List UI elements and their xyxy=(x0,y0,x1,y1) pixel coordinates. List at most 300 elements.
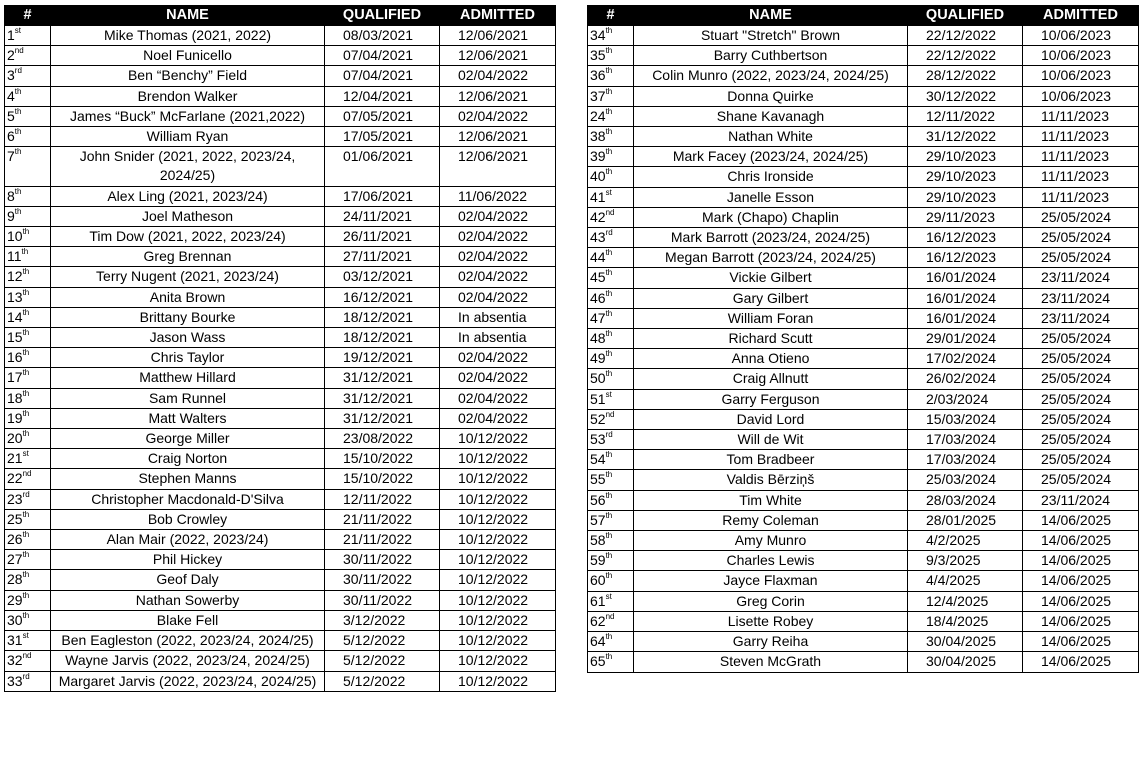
cell-admitted: 10/12/2022 xyxy=(440,570,556,590)
cell-qualified: 17/05/2021 xyxy=(325,127,440,147)
rank-suffix: th xyxy=(605,490,613,500)
cell-qualified: 03/12/2021 xyxy=(325,267,440,287)
table-row xyxy=(588,86,1139,106)
rank-suffix: th xyxy=(605,531,613,541)
cell-admitted: 25/05/2024 xyxy=(1023,470,1139,490)
cell-qualified: 4/2/2025 xyxy=(908,531,1023,551)
cell-admitted: 02/04/2022 xyxy=(440,106,556,126)
table-row xyxy=(5,307,556,327)
table-row xyxy=(588,187,1139,207)
cell-admitted: 14/06/2025 xyxy=(1023,551,1139,571)
table-row xyxy=(5,267,556,287)
cell-name: Terry Nugent (2021, 2023/24) xyxy=(51,267,325,287)
cell-admitted: 11/11/2023 xyxy=(1023,187,1139,207)
table-row xyxy=(588,510,1139,530)
cell-name: Megan Barrott (2023/24, 2024/25) xyxy=(634,248,908,268)
cell-number xyxy=(588,26,634,46)
cell-admitted: 02/04/2022 xyxy=(440,287,556,307)
cell-qualified: 28/01/2025 xyxy=(908,510,1023,530)
cell-name: Greg Brennan xyxy=(51,247,325,267)
cell-qualified: 31/12/2021 xyxy=(325,368,440,388)
cell-name: Chris Ironside xyxy=(634,167,908,187)
cell-admitted: 10/12/2022 xyxy=(440,550,556,570)
cell-name: Valdis Bērziņš xyxy=(634,470,908,490)
rank-number: 61 xyxy=(590,592,606,609)
cell-number xyxy=(5,267,51,287)
cell-admitted: 25/05/2024 xyxy=(1023,450,1139,470)
cell-admitted: 25/05/2024 xyxy=(1023,248,1139,268)
rank-number: 9 xyxy=(7,207,15,224)
table-row xyxy=(5,570,556,590)
cell-qualified: 16/01/2024 xyxy=(908,288,1023,308)
cell-name: Barry Cuthbertson xyxy=(634,46,908,66)
cell-number xyxy=(588,106,634,126)
header-admitted: ADMITTED xyxy=(440,6,556,26)
cell-qualified: 07/04/2021 xyxy=(325,66,440,86)
rank-number: 36 xyxy=(590,67,606,84)
cell-admitted: 12/06/2021 xyxy=(440,147,556,186)
table-row xyxy=(5,610,556,630)
cell-admitted: 10/12/2022 xyxy=(440,509,556,529)
cell-number xyxy=(5,550,51,570)
cell-number xyxy=(588,228,634,248)
rank-number: 60 xyxy=(590,572,606,589)
rank-suffix: rd xyxy=(22,671,30,681)
cell-number xyxy=(5,46,51,66)
cell-admitted: 10/06/2023 xyxy=(1023,26,1139,46)
rank-suffix: th xyxy=(14,86,22,96)
cell-qualified: 4/4/2025 xyxy=(908,571,1023,591)
rank-suffix: nd xyxy=(605,207,615,217)
cell-number xyxy=(588,349,634,369)
cell-number xyxy=(5,590,51,610)
table-row xyxy=(5,449,556,469)
cell-qualified: 17/02/2024 xyxy=(908,349,1023,369)
cell-number xyxy=(588,308,634,328)
cell-name: Lisette Robey xyxy=(634,611,908,631)
cell-number xyxy=(5,26,51,46)
table-row xyxy=(588,167,1139,187)
cell-name: Gary Gilbert xyxy=(634,288,908,308)
cell-qualified: 25/03/2024 xyxy=(908,470,1023,490)
cell-name: James “Buck” McFarlane (2021,2022) xyxy=(51,106,325,126)
table-row xyxy=(588,652,1139,672)
rank-number: 55 xyxy=(590,471,606,488)
table-row xyxy=(588,26,1139,46)
rank-suffix: th xyxy=(605,470,613,480)
cell-qualified: 30/12/2022 xyxy=(908,86,1023,106)
cell-number xyxy=(588,187,634,207)
cell-admitted: 10/12/2022 xyxy=(440,671,556,691)
rank-number: 24 xyxy=(590,107,606,124)
cell-name: Anita Brown xyxy=(51,287,325,307)
cell-qualified: 29/10/2023 xyxy=(908,147,1023,167)
cell-admitted: 11/11/2023 xyxy=(1023,167,1139,187)
cell-name: Garry Reiha xyxy=(634,632,908,652)
rank-suffix: nd xyxy=(22,469,32,479)
table-header-row xyxy=(5,6,556,26)
cell-number xyxy=(588,531,634,551)
cell-number xyxy=(588,571,634,591)
rank-number: 10 xyxy=(7,228,23,245)
rank-number: 32 xyxy=(7,652,23,669)
cell-admitted: 10/12/2022 xyxy=(440,469,556,489)
rank-number: 2 xyxy=(7,47,15,64)
rank-number: 34 xyxy=(590,27,606,43)
cell-name: Geof Daly xyxy=(51,570,325,590)
rank-number: 5 xyxy=(7,107,15,124)
rank-suffix: th xyxy=(14,106,22,116)
table-row xyxy=(5,509,556,529)
cell-name: Amy Munro xyxy=(634,531,908,551)
cell-qualified: 9/3/2025 xyxy=(908,551,1023,571)
cell-number xyxy=(5,127,51,147)
cell-name: William Ryan xyxy=(51,127,325,147)
cell-qualified: 27/11/2021 xyxy=(325,247,440,267)
cell-number xyxy=(5,651,51,671)
cell-qualified: 30/11/2022 xyxy=(325,550,440,570)
cell-name: Phil Hickey xyxy=(51,550,325,570)
cell-admitted: 14/06/2025 xyxy=(1023,571,1139,591)
rank-suffix: th xyxy=(605,329,613,339)
rank-suffix: nd xyxy=(605,409,615,419)
table-row xyxy=(588,409,1139,429)
table-row xyxy=(5,147,556,186)
cell-name: Anna Otieno xyxy=(634,349,908,369)
cell-admitted: 23/11/2024 xyxy=(1023,490,1139,510)
header-number: # xyxy=(588,6,634,26)
rank-number: 37 xyxy=(590,87,606,104)
rank-suffix: th xyxy=(605,349,613,359)
table-row xyxy=(5,106,556,126)
rank-suffix: th xyxy=(605,147,613,157)
cell-number xyxy=(588,551,634,571)
cell-qualified: 17/03/2024 xyxy=(908,450,1023,470)
rank-suffix: th xyxy=(605,369,613,379)
rank-number: 31 xyxy=(7,632,23,649)
cell-qualified: 18/12/2021 xyxy=(325,307,440,327)
roster-body-left xyxy=(5,26,556,692)
header-qualified: QUALIFIED xyxy=(325,6,440,26)
cell-number xyxy=(5,66,51,86)
rank-number: 54 xyxy=(590,451,606,468)
table-row xyxy=(5,671,556,691)
table-header-row xyxy=(588,6,1139,26)
table-row xyxy=(588,531,1139,551)
cell-admitted: 14/06/2025 xyxy=(1023,591,1139,611)
cell-number xyxy=(5,610,51,630)
table-row xyxy=(588,611,1139,631)
rank-number: 21 xyxy=(7,450,23,467)
rank-number: 15 xyxy=(7,329,23,346)
cell-number xyxy=(588,248,634,268)
cell-admitted: 23/11/2024 xyxy=(1023,268,1139,288)
rank-suffix: th xyxy=(22,388,30,398)
cell-admitted: 25/05/2024 xyxy=(1023,329,1139,349)
rank-number: 46 xyxy=(590,289,606,306)
cell-name: John Snider (2021, 2022, 2023/24, 2024/25) xyxy=(51,147,325,186)
cell-admitted: 12/06/2021 xyxy=(440,46,556,66)
cell-admitted: 12/06/2021 xyxy=(440,127,556,147)
rank-suffix: th xyxy=(22,530,30,540)
cell-admitted: 02/04/2022 xyxy=(440,206,556,226)
cell-number xyxy=(588,66,634,86)
rank-number: 22 xyxy=(7,470,23,487)
cell-name: Mark Barrott (2023/24, 2024/25) xyxy=(634,228,908,248)
cell-name: Ben Eagleston (2022, 2023/24, 2024/25) xyxy=(51,631,325,651)
rank-number: 64 xyxy=(590,633,606,650)
header-name: NAME xyxy=(634,6,908,26)
cell-name: Brendon Walker xyxy=(51,86,325,106)
cell-number xyxy=(588,611,634,631)
rank-suffix: th xyxy=(605,106,613,116)
rank-suffix: nd xyxy=(22,651,32,661)
rank-number: 47 xyxy=(590,309,606,326)
cell-number xyxy=(588,389,634,409)
rank-number: 45 xyxy=(590,269,606,286)
rank-suffix: th xyxy=(605,632,613,642)
rank-suffix: th xyxy=(22,227,30,237)
roster-body-right xyxy=(588,26,1139,673)
rank-number: 12 xyxy=(7,268,23,285)
cell-number xyxy=(588,450,634,470)
rank-suffix: th xyxy=(605,308,613,318)
cell-name: Nathan Sowerby xyxy=(51,590,325,610)
cell-qualified: 26/11/2021 xyxy=(325,227,440,247)
cell-number xyxy=(5,287,51,307)
cell-admitted: 02/04/2022 xyxy=(440,227,556,247)
cell-number xyxy=(588,430,634,450)
cell-admitted: 25/05/2024 xyxy=(1023,207,1139,227)
cell-admitted: 02/04/2022 xyxy=(440,267,556,287)
cell-number xyxy=(5,530,51,550)
cell-admitted: 14/06/2025 xyxy=(1023,652,1139,672)
cell-qualified: 18/12/2021 xyxy=(325,328,440,348)
cell-admitted: In absentia xyxy=(440,307,556,327)
cell-qualified: 30/11/2022 xyxy=(325,590,440,610)
cell-admitted: 11/11/2023 xyxy=(1023,147,1139,167)
cell-name: Remy Coleman xyxy=(634,510,908,530)
rank-suffix: st xyxy=(22,631,29,641)
cell-admitted: 25/05/2024 xyxy=(1023,389,1139,409)
rank-suffix: th xyxy=(605,46,613,56)
cell-number xyxy=(5,509,51,529)
cell-name: Blake Fell xyxy=(51,610,325,630)
cell-number xyxy=(588,470,634,490)
cell-admitted: 10/06/2023 xyxy=(1023,86,1139,106)
rank-number: 35 xyxy=(590,47,606,64)
rank-suffix: th xyxy=(605,551,613,561)
cell-number xyxy=(5,307,51,327)
cell-qualified: 28/12/2022 xyxy=(908,66,1023,86)
cell-number xyxy=(5,227,51,247)
table-row xyxy=(5,287,556,307)
table-row xyxy=(5,550,556,570)
cell-number xyxy=(588,510,634,530)
cell-qualified: 30/04/2025 xyxy=(908,652,1023,672)
cell-admitted: 14/06/2025 xyxy=(1023,510,1139,530)
cell-admitted: 23/11/2024 xyxy=(1023,288,1139,308)
table-row xyxy=(588,591,1139,611)
cell-number xyxy=(5,388,51,408)
table-row xyxy=(5,127,556,147)
cell-name: Janelle Esson xyxy=(634,187,908,207)
cell-name: Craig Norton xyxy=(51,449,325,469)
cell-name: Christopher Macdonald-D'Silva xyxy=(51,489,325,509)
cell-qualified: 12/4/2025 xyxy=(908,591,1023,611)
cell-name: Bob Crowley xyxy=(51,509,325,529)
rank-number: 13 xyxy=(7,288,23,305)
rank-number: 57 xyxy=(590,511,606,528)
cell-qualified: 5/12/2022 xyxy=(325,671,440,691)
cell-number xyxy=(588,329,634,349)
cell-admitted: 10/06/2023 xyxy=(1023,66,1139,86)
table-row xyxy=(5,46,556,66)
cell-number xyxy=(5,86,51,106)
rank-suffix: th xyxy=(605,288,613,298)
rank-suffix: rd xyxy=(605,430,613,440)
rank-number: 4 xyxy=(7,87,15,104)
cell-qualified: 08/03/2021 xyxy=(325,26,440,46)
cell-name: Nathan White xyxy=(634,127,908,147)
rank-suffix: th xyxy=(605,571,613,581)
cell-name: Greg Corin xyxy=(634,591,908,611)
cell-number xyxy=(588,409,634,429)
rank-number: 6 xyxy=(7,128,15,145)
table-row xyxy=(5,206,556,226)
cell-admitted: 10/12/2022 xyxy=(440,651,556,671)
table-row xyxy=(5,66,556,86)
cell-number xyxy=(588,591,634,611)
cell-number xyxy=(5,147,51,186)
cell-qualified: 01/06/2021 xyxy=(325,147,440,186)
table-row xyxy=(5,368,556,388)
rank-suffix: th xyxy=(605,127,613,137)
cell-name: Vickie Gilbert xyxy=(634,268,908,288)
cell-number xyxy=(5,348,51,368)
cell-name: Richard Scutt xyxy=(634,329,908,349)
rank-suffix: th xyxy=(22,307,30,317)
cell-qualified: 5/12/2022 xyxy=(325,651,440,671)
rank-suffix: th xyxy=(22,570,30,580)
cell-qualified: 29/01/2024 xyxy=(908,329,1023,349)
cell-name: Margaret Jarvis (2022, 2023/24, 2024/25) xyxy=(51,671,325,691)
cell-admitted: 25/05/2024 xyxy=(1023,369,1139,389)
table-row xyxy=(5,227,556,247)
header-number: # xyxy=(5,6,51,26)
rank-suffix: th xyxy=(22,550,30,560)
rank-number: 27 xyxy=(7,551,23,568)
rank-number: 56 xyxy=(590,491,606,508)
cell-qualified: 07/04/2021 xyxy=(325,46,440,66)
table-row xyxy=(5,328,556,348)
rank-suffix: th xyxy=(14,127,22,137)
cell-qualified: 16/01/2024 xyxy=(908,308,1023,328)
table-row xyxy=(5,247,556,267)
cell-number xyxy=(588,490,634,510)
cell-qualified: 23/08/2022 xyxy=(325,429,440,449)
cell-admitted: 25/05/2024 xyxy=(1023,349,1139,369)
cell-qualified: 30/04/2025 xyxy=(908,632,1023,652)
rank-suffix: th xyxy=(605,652,613,662)
table-row xyxy=(588,308,1139,328)
cell-name: Colin Munro (2022, 2023/24, 2024/25) xyxy=(634,66,908,86)
rank-number: 39 xyxy=(590,148,606,165)
rank-number: 23 xyxy=(7,490,23,507)
cell-name: Chris Taylor xyxy=(51,348,325,368)
cell-qualified: 12/11/2022 xyxy=(908,106,1023,126)
rank-suffix: th xyxy=(22,287,30,297)
cell-name: Noel Funicello xyxy=(51,46,325,66)
cell-admitted: 10/12/2022 xyxy=(440,449,556,469)
rank-number: 25 xyxy=(7,510,23,527)
rank-suffix: th xyxy=(605,26,613,35)
cell-admitted: 14/06/2025 xyxy=(1023,632,1139,652)
cell-qualified: 19/12/2021 xyxy=(325,348,440,368)
table-row xyxy=(588,389,1139,409)
rank-suffix: th xyxy=(22,509,30,519)
table-row xyxy=(588,288,1139,308)
table-row xyxy=(588,329,1139,349)
rank-number: 17 xyxy=(7,369,23,386)
rank-number: 29 xyxy=(7,591,23,608)
table-row xyxy=(588,349,1139,369)
cell-qualified: 16/12/2023 xyxy=(908,248,1023,268)
cell-name: Alan Mair (2022, 2023/24) xyxy=(51,530,325,550)
cell-number xyxy=(5,631,51,651)
cell-number xyxy=(5,429,51,449)
cell-number xyxy=(5,247,51,267)
cell-name: Tim Dow (2021, 2022, 2023/24) xyxy=(51,227,325,247)
cell-admitted: 23/11/2024 xyxy=(1023,308,1139,328)
cell-qualified: 21/11/2022 xyxy=(325,509,440,529)
rank-suffix: th xyxy=(605,248,613,258)
table-row xyxy=(588,228,1139,248)
cell-qualified: 22/12/2022 xyxy=(908,46,1023,66)
rank-suffix: th xyxy=(22,610,30,620)
cell-qualified: 24/11/2021 xyxy=(325,206,440,226)
cell-qualified: 29/10/2023 xyxy=(908,167,1023,187)
cell-admitted: 02/04/2022 xyxy=(440,388,556,408)
cell-qualified: 16/12/2021 xyxy=(325,287,440,307)
rank-number: 28 xyxy=(7,571,23,588)
cell-number xyxy=(5,408,51,428)
rank-suffix: th xyxy=(22,368,30,378)
rank-suffix: st xyxy=(22,449,29,459)
rank-number: 30 xyxy=(7,611,23,628)
cell-name: Will de Wit xyxy=(634,430,908,450)
rank-suffix: th xyxy=(14,186,22,196)
cell-number xyxy=(5,106,51,126)
cell-admitted: 12/06/2021 xyxy=(440,86,556,106)
table-row xyxy=(588,147,1139,167)
cell-name: Mark Facey (2023/24, 2024/25) xyxy=(634,147,908,167)
cell-qualified: 22/12/2022 xyxy=(908,26,1023,46)
rank-suffix: th xyxy=(22,267,30,277)
rank-number: 3 xyxy=(7,67,15,84)
cell-name: William Foran xyxy=(634,308,908,328)
rank-number: 26 xyxy=(7,531,23,548)
rank-suffix: th xyxy=(605,86,613,96)
cell-qualified: 07/05/2021 xyxy=(325,106,440,126)
header-qualified: QUALIFIED xyxy=(908,6,1023,26)
cell-name: George Miller xyxy=(51,429,325,449)
cell-qualified: 28/03/2024 xyxy=(908,490,1023,510)
roster-table-left xyxy=(4,5,556,692)
cell-name: Wayne Jarvis (2022, 2023/24, 2024/25) xyxy=(51,651,325,671)
cell-qualified: 31/12/2022 xyxy=(908,127,1023,147)
rank-suffix: th xyxy=(14,206,22,216)
